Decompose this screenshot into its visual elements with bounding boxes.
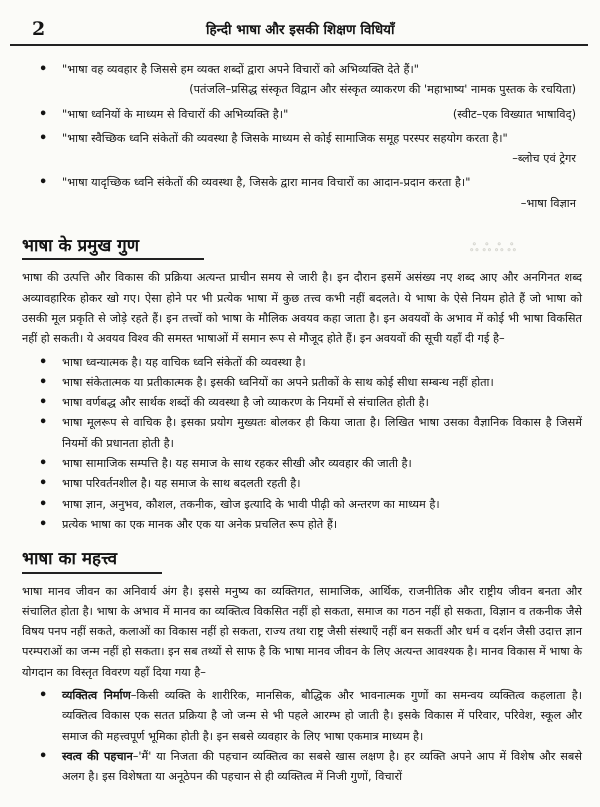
quote-item [22, 173, 582, 214]
bullet-icon: • [39, 415, 48, 431]
bullet-icon: • [39, 456, 48, 472]
bullet-icon: • [39, 395, 48, 411]
quote-attribution: –भाषा विज्ञान [520, 196, 576, 210]
section-paragraph: भाषा मानव जीवन का अनिवार्य अंग है। इससे मनुष्य का व्यक्तिगत, सामाजिक, आर्थिक, राजनीतिक और राष्ट्रीय जीवन बनता और संचालित होता है। भाषा के अभाव में मानव का व्यक्तित्व विकसित नहीं हो सकता, समाज का गठन नहीं हो सकता, विज्ञान व तकनीक जैसे विषय पनप नहीं सकते, कलाओं का विकास नहीं हो सकता, राज्य तथा राष्ट्र जैसी संस्थाएँ नहीं बन सकतीं और धर्म व दर्शन जैसी उदात्त ज्ञान परम्पराओं का जन्म नहीं हो सकता। इन सब तथ्यों से साफ है कि भाषा मानव जीवन के लिए अत्यन्त आवश्यक है। मानव विकास में भाषा के योगदान का विस्तृत विवरण यहाँ दिया गया है– [22, 584, 582, 679]
section-heading-importance: भाषा का महत्त्व [22, 549, 162, 573]
bleed-through-artifact: ஃ ஃ ஃ ஃ [470, 241, 516, 254]
list-item: • भाषा ज्ञान, अनुभव, कौशल, तकनीक, खोज इत्यादि के भावी पीढ़ी को अन्तरण का माध्यम है। [22, 495, 582, 515]
list-item: • भाषा वर्णबद्ध और सार्थक शब्दों की व्यवस्था है जो व्याकरण के नियमों से संचालित होती है। [22, 393, 582, 413]
page-number: 2 [32, 18, 46, 40]
list-item: • भाषा परिवर्तनशील है। यह समाज के साथ बदलती रहती है। [22, 474, 582, 494]
bullet-icon: • [39, 748, 48, 764]
quote-item [22, 105, 582, 125]
page-content [22, 60, 582, 788]
bullet-icon: • [39, 354, 48, 370]
quote-text: "भाषा ध्वनियों के माध्यम से विचारों की अभिव्यक्ति है।" [62, 107, 289, 121]
term: व्यक्तित्व निर्माण [62, 689, 131, 703]
running-title: हिन्दी भाषा और इसकी शिक्षण विधियाँ [206, 22, 395, 38]
bullet-icon: • [39, 496, 48, 512]
page-header [10, 14, 588, 46]
bullet-icon: • [39, 374, 48, 390]
quote-item [22, 129, 582, 170]
section-paragraph: भाषा की उत्पत्ति और विकास की प्रक्रिया अत्यन्त प्राचीन समय से जारी है। इन दौरान इसमें असंख्य नए शब्द आए और अनगिनत शब्द अव्यावहारिक होकर खो गए। ऐसा होने पर भी प्रत्येक भाषा में कुछ तत्त्व कभी नहीं बदलते। ये भाषा के ऐसे नियम होते हैं जो भाषा को उसकी मूल प्रकृति से जोड़े रहते हैं। इन तत्त्वों को भाषा के मौलिक अवयव कहा जाता है। इन अवयवों के अभाव में कोई भी भाषा विकसित नहीं हो सकती। ये अवयव विश्व की समस्त भाषाओं में समान रूप से मौजूद होते हैं। इन अवयवों की सूची यहाँ दी गई है– [22, 271, 582, 346]
list-item: • स्वत्व की पहचान–'मैं' या निजता की पहचान व्यक्तित्व का सबसे खास लक्षण है। हर व्यक्ति अपने आप में विशेष और सबसे अलग है। इस विशेषता या अनूठेपन की पहचान से ही व्यक्तित्व में निजी गुणों, विचारों [39, 748, 582, 784]
quote-item [22, 60, 582, 101]
list-item: • भाषा सामाजिक सम्पत्ति है। यह समाज के साथ रहकर सीखी और व्यवहार की जाती है। [22, 454, 582, 474]
quote-text: "भाषा वह व्यवहार है जिससे हम व्यक्त शब्दों द्वारा अपने विचारों को अभिव्यक्ति देते हैं।" [62, 63, 419, 76]
bullet-icon: • [39, 175, 48, 191]
section-heading-qualities: भाषा के प्रमुख गुण [22, 236, 204, 260]
list-item: • व्यक्तित्व निर्माण–किसी व्यक्ति के शारीरिक, मानसिक, बौद्धिक और भावनात्मक गुणों का समन्वय व्यक्तित्व कहलाता है। व्यक्तित्व विकास एक सतत प्रक्रिया है जो जन्म से भी पहले आरम्भ हो जाती है। इसके विकास में परिवार, परिवेश, स्कूल और समाज की महत्त्वपूर्ण भूमिका होती है। इन सबसे व्यवहार के लिए भाषा एकमात्र माध्यम है। [39, 688, 582, 743]
list-item: • भाषा मूलरूप से वाचिक है। इसका प्रयोग मुख्यतः बोलकर ही किया जाता है। लिखित भाषा उसका वैज्ञानिक विकास है जिसमें नियमों की प्रधानता होती है। [39, 415, 582, 450]
importance-list [22, 686, 582, 787]
list-item: • भाषा ध्वन्यात्मक है। यह वाचिक ध्वनि संकेतों की व्यवस्था है। [22, 353, 582, 373]
bullet-icon: • [39, 62, 48, 77]
list-item: • भाषा संकेतात्मक या प्रतीकात्मक है। इसकी ध्वनियों का अपने प्रतीकों के साथ कोई सीधा सम्बन्ध नहीं होता। [22, 373, 582, 393]
quote-attribution: (स्वीट–एक विख्यात भाषाविद्) [452, 107, 576, 121]
list-item: • प्रत्येक भाषा का एक मानक और एक या अनेक प्रचलित रूप होते हैं। [22, 515, 582, 535]
quote-attribution: –ब्लोच एवं ट्रेगर [512, 152, 576, 166]
bullet-icon: • [39, 106, 48, 122]
term: स्वत्व की पहचान [62, 749, 133, 763]
quote-text: "भाषा यादृच्छिक ध्वनि संकेतों की व्यवस्था है, जिसके द्वारा मानव विचारों का आदान-प्रदान करता है।" [62, 176, 471, 190]
quote-attribution: (पतंजलि–प्रसिद्ध संस्कृत विद्वान और संस्कृत व्याकरण की 'महाभाष्य' नामक पुस्तक के रचयिता) [189, 83, 576, 97]
bullet-icon: • [39, 516, 48, 532]
bullet-icon: • [39, 130, 48, 146]
qualities-list [22, 353, 582, 536]
quote-text: "भाषा स्वैच्छिक ध्वनि संकेतों की व्यवस्था है जिसके माध्यम से कोई सामाजिक समूह परस्पर सहयोग करता है।" [62, 131, 508, 145]
bullet-icon: • [39, 688, 48, 704]
bullet-icon: • [39, 476, 48, 492]
